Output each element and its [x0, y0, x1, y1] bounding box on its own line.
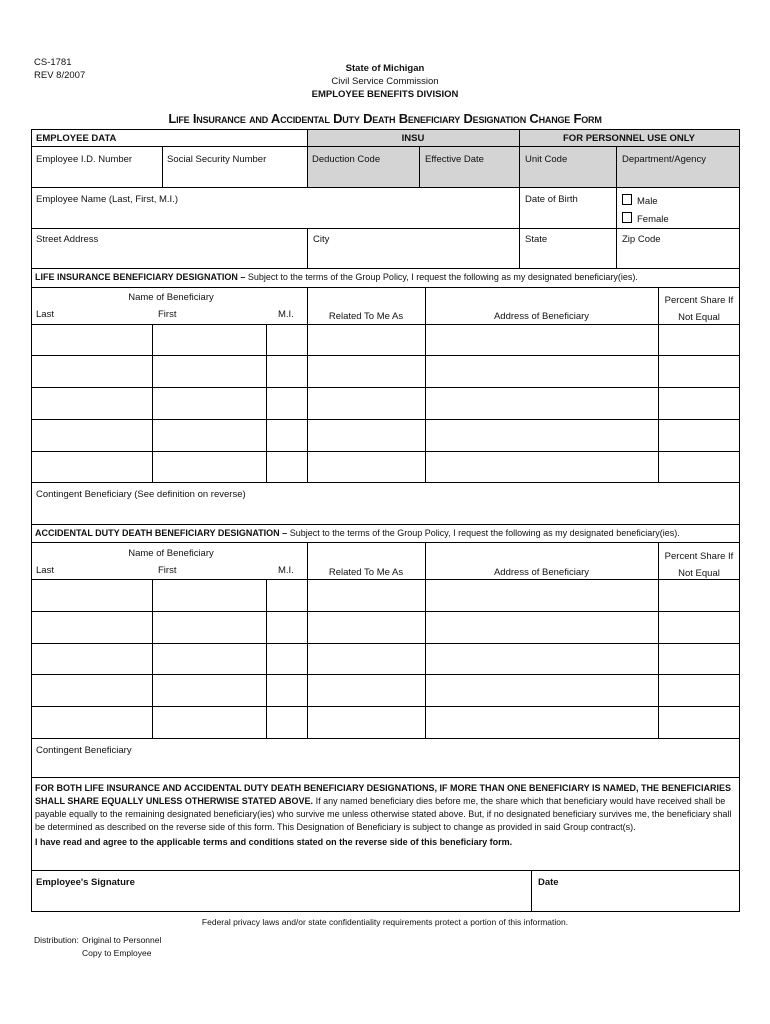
acc-address-label: Address of Beneficiary [493, 567, 590, 578]
ssn-field[interactable] [163, 166, 306, 186]
employee-data-label: EMPLOYEE DATA [36, 133, 117, 144]
acc-beneficiary-row-3[interactable] [32, 644, 738, 674]
life-beneficiary-row-3[interactable] [32, 388, 738, 419]
acc-contingent-field[interactable] [32, 758, 738, 776]
life-beneficiary-row-2[interactable] [32, 356, 738, 387]
street-address-field[interactable] [32, 246, 306, 267]
city-label: City [313, 234, 330, 245]
acc-related-label: Related To Me As [328, 567, 404, 578]
life-address-label: Address of Beneficiary [493, 311, 590, 322]
employee-id-label: Employee I.D. Number [36, 154, 133, 165]
effective-date-label: Effective Date [425, 154, 484, 165]
life-contingent-field[interactable] [32, 502, 738, 523]
male-checkbox[interactable] [622, 194, 632, 205]
life-related-label: Related To Me As [328, 311, 404, 322]
acc-name-of-beneficiary-label: Name of Beneficiary [128, 548, 214, 559]
legal-body-text: If any named beneficiary dies before me, the share which that beneficiary would have received shall be payable equally to the remaining designated beneficiary(ies) who survive me unless otherwise stated above. But, if no designated beneficiary survives me, the beneficiary shall be determined as described on the reverse side of this form. This Designation of Beneficiary is subject to change as provided in said Group contract(s). [35, 796, 732, 832]
employee-id-field[interactable] [32, 166, 161, 186]
acc-beneficiary-row-2[interactable] [32, 612, 738, 643]
acc-beneficiary-row-1[interactable] [32, 580, 738, 611]
department-label: Department/Agency [622, 154, 706, 165]
life-contingent-label: Contingent Beneficiary (See definition on reverse) [36, 489, 246, 500]
female-checkbox[interactable] [622, 212, 632, 223]
ssn-label: Social Security Number [167, 154, 267, 165]
state-label: State [525, 234, 548, 245]
agency-header [0, 62, 770, 101]
male-label: Male [637, 196, 658, 207]
zip-code-label: Zip Code [622, 234, 661, 245]
street-address-label: Street Address [36, 234, 99, 245]
female-option[interactable] [622, 212, 669, 225]
acc-beneficiary-row-4[interactable] [32, 675, 738, 706]
date-of-birth-label: Date of Birth [525, 194, 578, 205]
acc-beneficiary-row-5[interactable] [32, 707, 738, 738]
acc-last-label: Last [36, 565, 54, 576]
date-of-birth-field[interactable] [520, 206, 615, 227]
life-first-label: First [158, 309, 177, 320]
female-label: Female [637, 214, 669, 225]
life-mi-label: M.I. [278, 309, 294, 320]
life-percent-label: Percent Share If Not Equal [664, 295, 734, 323]
accidental-section-heading: ACCIDENTAL DUTY DEATH BENEFICIARY DESIGNATION – Subject to the terms of the Group Policy, I request the following as my designated beneficiary(ies). [35, 528, 680, 538]
state-field[interactable] [520, 246, 615, 267]
distribution-copy: Copy to Employee [82, 948, 152, 958]
personnel-use-label: FOR PERSONNEL USE ONLY [563, 133, 695, 144]
life-beneficiary-row-5[interactable] [32, 452, 738, 482]
legal-terms [35, 782, 735, 849]
agree-statement: I have read and agree to the applicable terms and conditions stated on the reverse side of this beneficiary form. [35, 837, 513, 847]
acc-mi-label: M.I. [278, 565, 294, 576]
header-state: State of Michigan [345, 63, 425, 74]
header-commission: Civil Service Commission [331, 76, 439, 87]
insu-label: INSU [401, 133, 425, 144]
date-label: Date [538, 877, 559, 888]
acc-percent-label: Percent Share If Not Equal [664, 551, 734, 579]
male-option[interactable] [622, 194, 658, 207]
city-field[interactable] [308, 246, 518, 267]
employee-name-field[interactable] [32, 206, 518, 227]
life-section-heading: LIFE INSURANCE BENEFICIARY DESIGNATION – Subject to the terms of the Group Policy, I request the following as my designated beneficiary(ies). [35, 272, 638, 282]
life-last-label: Last [36, 309, 54, 320]
life-name-of-beneficiary-label: Name of Beneficiary [128, 292, 214, 303]
signature-label: Employee's Signature [36, 877, 135, 888]
distribution-label: Distribution: [34, 935, 79, 945]
privacy-notice: Federal privacy laws and/or state confidentiality requirements protect a portion of this information. [201, 917, 569, 927]
life-beneficiary-row-4[interactable] [32, 420, 738, 451]
distribution-block [34, 934, 161, 960]
date-field[interactable] [532, 890, 738, 911]
header-division: EMPLOYEE BENEFITS DIVISION [311, 89, 459, 100]
signature-field[interactable] [32, 890, 530, 911]
form-title: Life Insurance and Accidental Duty Death Beneficiary Designation Change Form [168, 111, 602, 126]
acc-first-label: First [158, 565, 177, 576]
life-beneficiary-row-1[interactable] [32, 325, 738, 355]
form-revision: REV 8/2007 [34, 70, 86, 81]
form-number: CS-1781 [34, 57, 72, 68]
distribution-original: Original to Personnel [82, 935, 162, 945]
employee-name-label: Employee Name (Last, First, M.I.) [36, 194, 179, 205]
unit-code-label: Unit Code [525, 154, 568, 165]
zip-code-field[interactable] [617, 246, 739, 267]
legal-bold-text: FOR BOTH LIFE INSURANCE AND ACCIDENTAL DUTY DEATH BENEFICIARY DESIGNATIONS, IF MORE THAN ONE BENEFICIARY IS NAMED, THE BENEFICIARIES SHALL SHARE EQUALLY UNLESS OTHERWISE STATED ABOVE. [35, 783, 732, 806]
deduction-code-label: Deduction Code [312, 154, 381, 165]
acc-contingent-label: Contingent Beneficiary [36, 745, 132, 756]
